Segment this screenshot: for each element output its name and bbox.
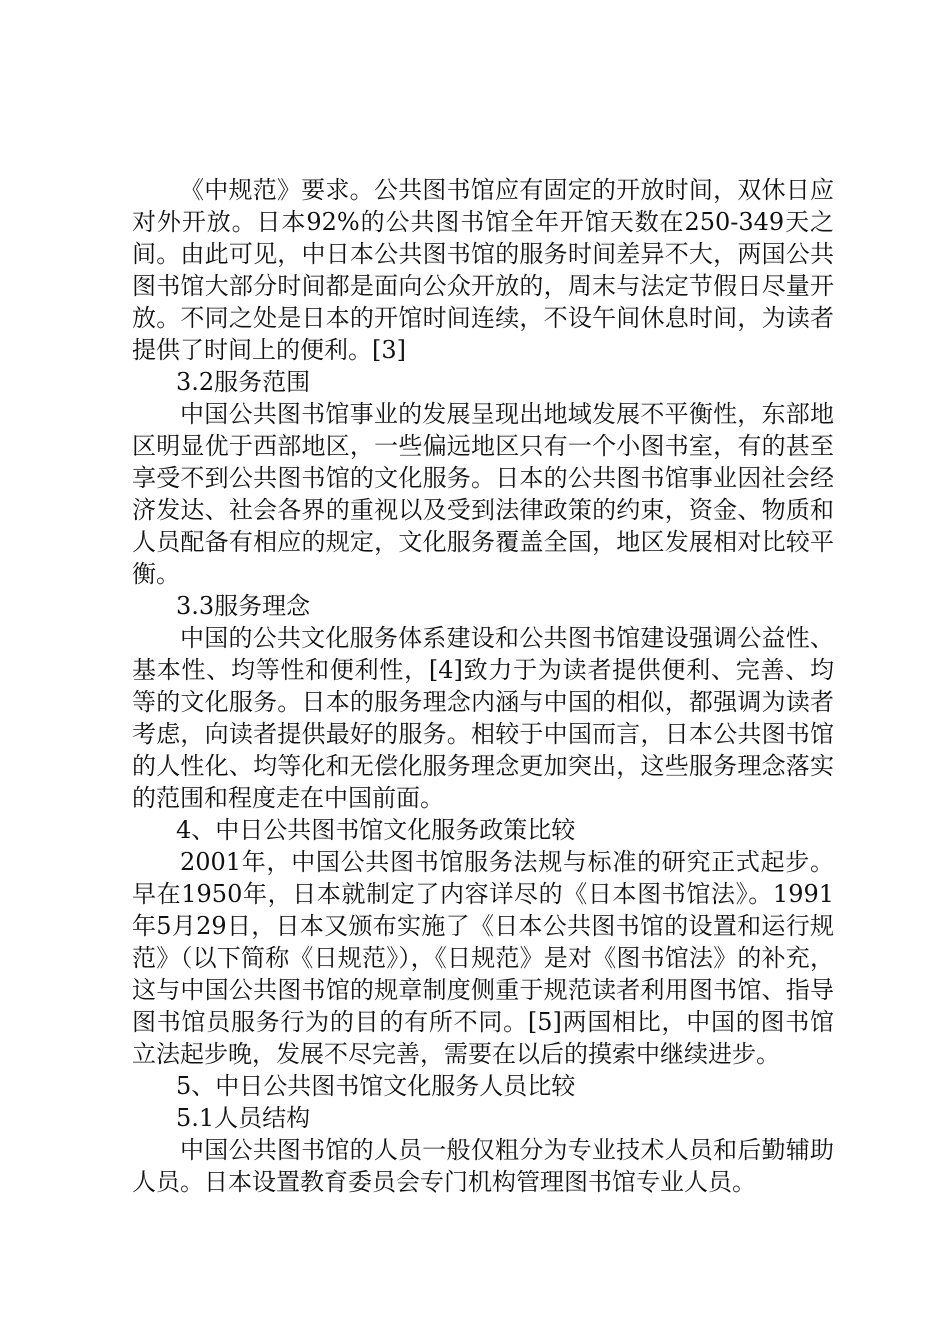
paragraph-opening-hours: 《中规范》要求。公共图书馆应有固定的开放时间，双休日应对外开放。日本92%的公共图书馆全年开馆天数在250-349天之间。由此可见，中日本公共图书馆的服务时间差异不大，两国公共图书馆大部分时间都是面向公众开放的，周末与法定节假日尽量开放。不同之处是日本的开馆时间连续，不设午间休息时间，为读者提供了时间上的便利。[3] [132, 176, 834, 364]
document-body [132, 174, 834, 1198]
paragraph-policy-comparison: 2001年，中国公共图书馆服务法规与标准的研究正式起步。早在1950年，日本就制定了内容详尽的《日本图书馆法》。1991年5月29日，日本又颁布实施了《日本公共图书馆的设置和运行规范》（以下简称《日规范》），《日规范》是对《图书馆法》的补充，这与中国公共图书馆的规章制度侧重于规范读者利用图书馆、指导图书馆员服务行为的目的有所不同。[5]两国相比，中国的图书馆立法起步晚，发展不尽完善，需要在以后的摸索中继续进步。 [132, 848, 834, 1068]
paragraph-service-philosophy: 中国的公共文化服务体系建设和公共图书馆建设强调公益性、基本性、均等性和便利性，[4]致力于为读者提供便利、完善、均等的文化服务。日本的服务理念内涵与中国的相似，都强调为读者考虑，向读者提供最好的服务。相较于中国而言，日本公共图书馆的人性化、均等化和无偿化服务理念更加突出，这些服务理念落实的范围和程度走在中国前面。 [132, 624, 834, 812]
paragraph-service-scope: 中国公共图书馆事业的发展呈现出地域发展不平衡性，东部地区明显优于西部地区，一些偏远地区只有一个小图书室，有的甚至享受不到公共图书馆的文化服务。日本的公共图书馆事业因社会经济发达、社会各界的重视以及受到法律政策的约束，资金、物质和人员配备有相应的规定，文化服务覆盖全国，地区发展相对比较平衡。 [132, 400, 834, 588]
heading-staff-comparison: 5、中日公共图书馆文化服务人员比较 [176, 1072, 576, 1100]
heading-policy-comparison: 4、中日公共图书馆文化服务政策比较 [176, 816, 576, 844]
heading-service-philosophy: 3.3服务理念 [176, 592, 311, 620]
heading-service-scope: 3.2服务范围 [176, 368, 311, 396]
heading-staff-structure: 5.1人员结构 [176, 1104, 311, 1132]
paragraph-staff-structure: 中国公共图书馆的人员一般仅粗分为专业技术人员和后勤辅助人员。日本设置教育委员会专门机构管理图书馆专业人员。 [132, 1136, 834, 1196]
